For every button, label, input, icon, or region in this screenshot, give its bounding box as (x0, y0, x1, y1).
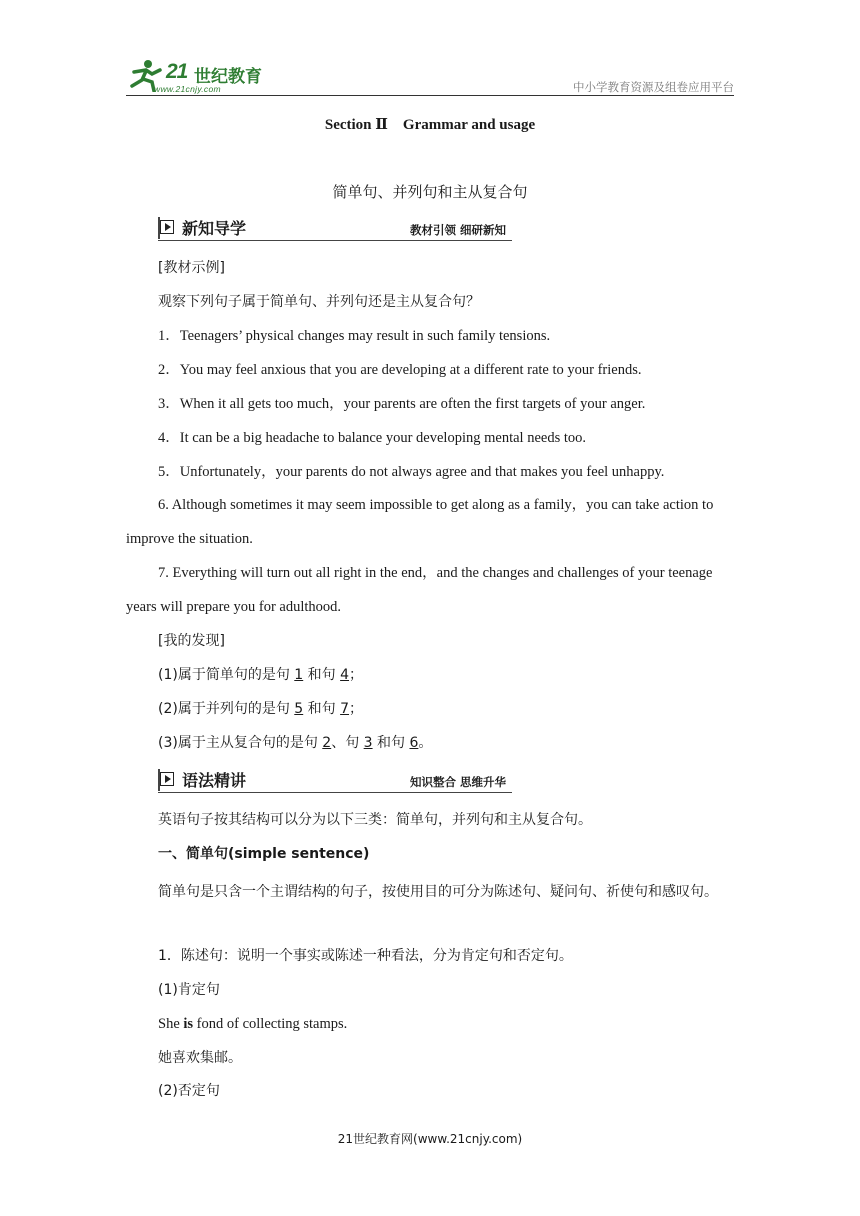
finding-text: ； (349, 701, 364, 717)
sentence-6-line2: improve the situation. (126, 531, 253, 547)
sentence-4: 4．It can be a big headache to balance your developing mental needs too. (158, 430, 586, 446)
finding-text: 和句 (372, 735, 410, 751)
answer: 5 (294, 701, 304, 717)
findings-heading: [我的发现] (158, 633, 225, 649)
answer: 6 (409, 735, 419, 751)
banner-underline (158, 240, 512, 241)
example-text: She (158, 1016, 184, 1032)
example-verb: is (183, 1016, 194, 1032)
answer: 3 (363, 735, 373, 751)
section-banner-grammar (158, 767, 512, 793)
item-1b: (2)否定句 (158, 1083, 220, 1099)
example-sentence-en (158, 1013, 347, 1035)
finding-text: ； (349, 667, 364, 683)
header-divider (126, 95, 734, 96)
finding-text: 、句 (331, 735, 364, 751)
page-header (126, 58, 734, 96)
sentence-2: 2．You may feel anxious that you are developing at a different rate to your friends. (158, 362, 642, 378)
section1-heading: 一、简单句(simple sentence) (158, 846, 370, 862)
banner-title: 新知导学 (182, 219, 247, 238)
finding-2 (158, 698, 363, 720)
finding-text: (3)属于主从复合句的是句 (158, 735, 323, 751)
logo (126, 58, 286, 96)
banner-tagline: 知识整合 思维升华 (409, 775, 506, 789)
section-banner-new-knowledge (158, 215, 512, 241)
answer: 2 (322, 735, 332, 751)
sentence-3: 3．When it all gets too much，your parents are often the first targets of your anger. (158, 396, 646, 412)
answer: 7 (340, 701, 350, 717)
play-icon (160, 772, 174, 786)
example-heading: [教材示例] (158, 260, 225, 276)
sentence-1: 1．Teenagers’ physical changes may result in such family tensions. (158, 328, 551, 344)
example-text: fond of collecting stamps. (193, 1016, 348, 1032)
example-prompt: 观察下列句子属于简单句、并列句还是主从复合句？ (158, 294, 480, 310)
sentence-6-line1: 6. Although sometimes it may seem impossible to get along as a family，you can take action to (158, 497, 714, 513)
example-sentence-zh: 她喜欢集邮。 (158, 1050, 242, 1066)
logo-number: 21 (166, 60, 188, 83)
finding-1 (158, 664, 363, 686)
banner-tagline: 教材引领 细研新知 (409, 223, 506, 237)
finding-3 (158, 732, 432, 754)
banner-title: 语法精讲 (182, 771, 247, 790)
finding-text: (1)属于简单句的是句 (158, 667, 295, 683)
finding-text: 。 (418, 735, 433, 751)
logo-text: 世纪教育 (194, 67, 262, 87)
banner-underline (158, 792, 512, 793)
logo-url: www.21cnjy.com (154, 84, 221, 94)
sentence-7-line1: 7. Everything will turn out all right in the end，and the changes and challenges of your teenage (158, 565, 713, 581)
page-subtitle: 简单句、并列句和主从复合句 (332, 183, 528, 201)
answer: 1 (294, 667, 304, 683)
finding-text: (2)属于并列句的是句 (158, 701, 295, 717)
sentence-7-line2: years will prepare you for adulthood. (126, 599, 342, 615)
section1-text: 简单句是只含一个主谓结构的句子，按使用目的可分为陈述句、疑问句、祈使句和感叹句。 (158, 884, 718, 900)
play-icon (160, 220, 174, 234)
item-1: 1．陈述句：说明一个事实或陈述一种看法，分为肯定句和否定句。 (158, 948, 573, 964)
answer: 4 (340, 667, 350, 683)
header-tagline: 中小学教育资源及组卷应用平台 (573, 80, 734, 94)
finding-text: 和句 (303, 701, 341, 717)
page-footer: 21世纪教育网(www.21cnjy.com) (337, 1132, 523, 1146)
grammar-intro: 英语句子按其结构可以分为以下三类：简单句，并列句和主从复合句。 (158, 812, 592, 828)
page-title: Section Ⅱ Grammar and usage (324, 117, 536, 133)
finding-text: 和句 (303, 667, 341, 683)
sentence-5: 5．Unfortunately，your parents do not always agree and that makes you feel unhappy. (158, 464, 665, 480)
item-1a: (1)肯定句 (158, 982, 220, 998)
